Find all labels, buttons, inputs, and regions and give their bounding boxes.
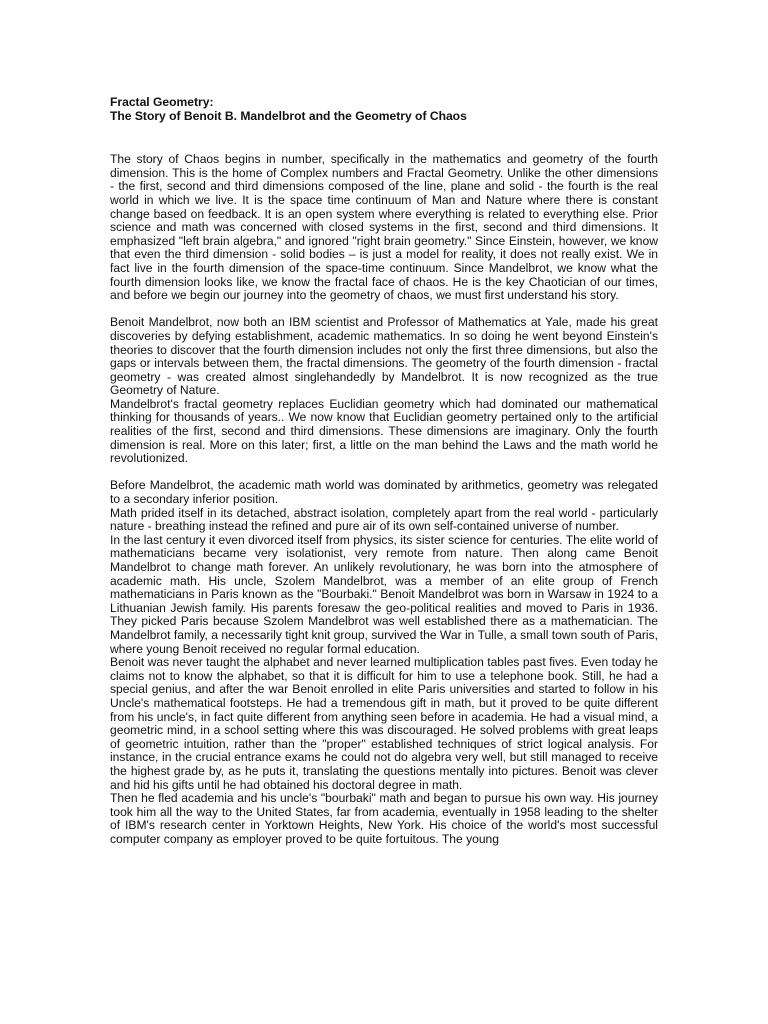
paragraph-1: The story of Chaos begins in number, specifically in the mathematics and geometry of the fourth dimension. This is the home of Complex numbers and Fractal Geometry. Unlike the other dimensions - the first, second and third dimensions composed of the line, plane and solid - the fourth is the real world in which we live. It is the space time continuum of Man and Nature where there is constant change based on feedback. It is an open system where everything is related to everything else. Prior science and math was concerned with closed systems in the first, second and third dimensions. It emphasized "left brain algebra," and ignored "right brain geometry." Since Einstein, however, we know that even the third dimension - solid bodies – is just a model for reality, it does not really exist. We in fact live in the fourth dimension of the space-time continuum. Since Mandelbrot, we know what the fourth dimension looks like, we know the fractal face of chaos. He is the key Chaotician of our times, and before we begin our journey into the geometry of chaos, we must first understand his story. [110, 152, 658, 303]
paragraph-8: Then he fled academia and his uncle's "bourbaki" math and began to pursue his own way. His journey took him all the way to the United States, far from academia, eventually in 1958 leading to the shelter of IBM's research center in Yorktown Heights, New York. His choice of the world's most successful computer company as employer proved to be quite fortuitous. The young [110, 791, 658, 846]
paragraph-7: Benoit was never taught the alphabet and never learned multiplication tables past fives. Even today he claims not to know the alphabet, so that it is difficult for him to use a telephone book. Still, he had a special genius, and after the war Benoit enrolled in elite Paris universities and started to follow in his Uncle's mathematical footsteps. He had a tremendous gift in math, but it proved to be quite different from his uncle's, in fact quite different from anything seen before in academia. He had a visual mind, a geometric mind, in a school setting where this was discouraged. He solved problems with great leaps of geometric intuition, rather than the "proper" established techniques of strict logical analysis. For instance, in the crucial entrance exams he could not do algebra very well, but still managed to receive the highest grade by, as he puts it, translating the questions mentally into pictures. Benoit was clever and hid his gifts until he had obtained his doctoral degree in math. [110, 655, 658, 792]
paragraph-5: Math prided itself in its detached, abstract isolation, completely apart from the real world - particularly nature - breathing instead the refined and pure air of its own self-contained universe of number. [110, 505, 658, 534]
title-line-2: The Story of Benoit B. Mandelbrot and the Geometry of Chaos [110, 108, 467, 123]
document-title [110, 96, 658, 123]
document-body [110, 96, 658, 846]
paragraph-4: Before Mandelbrot, the academic math world was dominated by arithmetics, geometry was relegated to a secondary inferior position. [110, 478, 658, 507]
title-line-1: Fractal Geometry: [110, 95, 214, 109]
paragraph-2: Benoit Mandelbrot, now both an IBM scientist and Professor of Mathematics at Yale, made his great discoveries by defying establishment, academic mathematics. In so doing he went beyond Einstein's theories to discover that the fourth dimension includes not only the first three dimensions, but also the gaps or intervals between them, the fractal dimensions. The geometry of the fourth dimension - fractal geometry - was created almost singlehandedly by Mandelbrot. It is now recognized as the true Geometry of Nature. [110, 315, 658, 398]
paragraph-3: Mandelbrot's fractal geometry replaces Euclidian geometry which had dominated our mathematical thinking for thousands of years.. We now know that Euclidian geometry pertained only to the artificial realities of the first, second and third dimensions. These dimensions are imaginary. Only the fourth dimension is real. More on this later; first, a little on the man behind the Laws and the math world he revolutionized. [110, 396, 658, 466]
paragraph-6: In the last century it even divorced itself from physics, its sister science for centuries. The elite world of mathematicians became very isolationist, very remote from nature. Then along came Benoit Mandelbrot to change math forever. An unlikely revolutionary, he was born into the atmosphere of academic math. His uncle, Szolem Mandelbrot, was a member of an elite group of French mathematicians in Paris known as the "Bourbaki." Benoit Mandelbrot was born in Warsaw in 1924 to a Lithuanian Jewish family. His parents foresaw the geo-political realities and moved to Paris in 1936. They picked Paris because Szolem Mandelbrot was well established there as a mathematician. The Mandelbrot family, a necessarily tight knit group, survived the War in Tulle, a small town south of Paris, where young Benoit received no regular formal education. [110, 532, 658, 656]
